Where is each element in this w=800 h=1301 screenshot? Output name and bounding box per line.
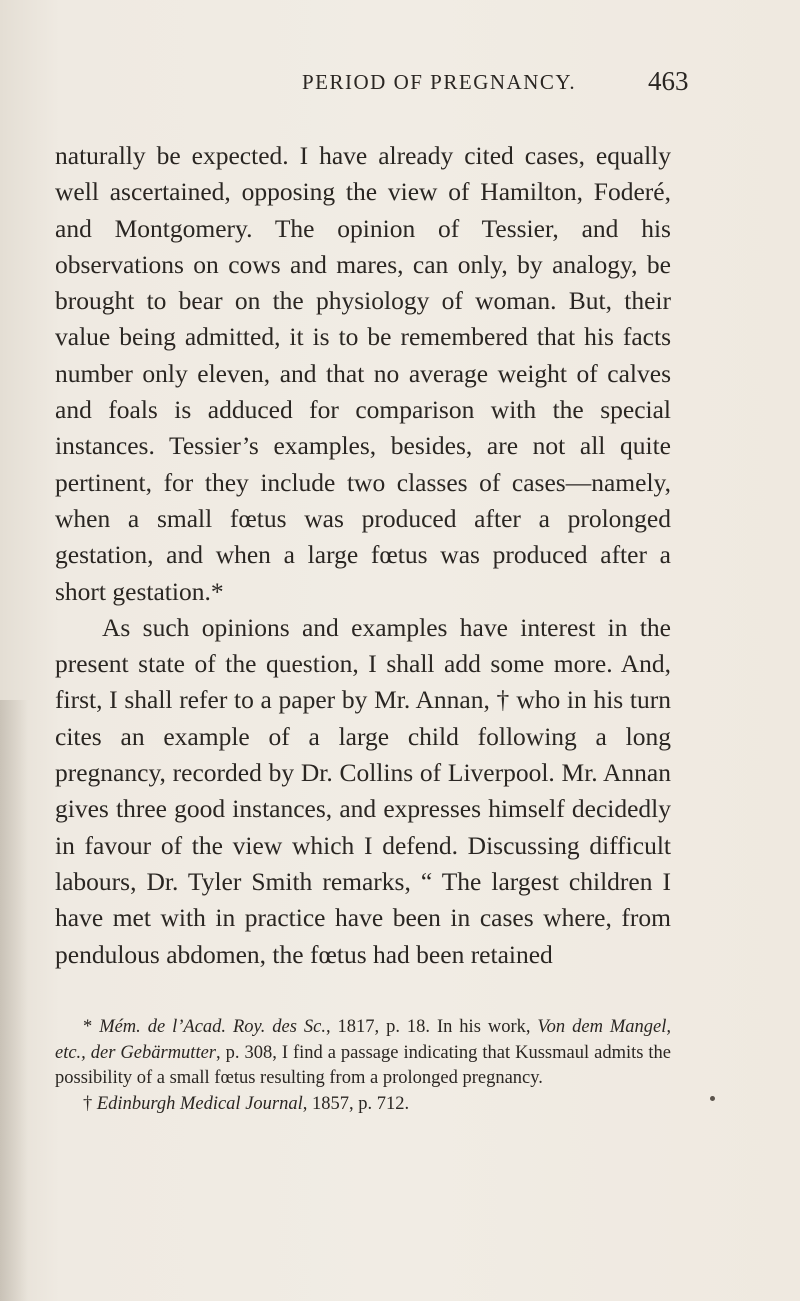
paragraph-1: naturally be expected. I have already cited cases, equally well ascertained, opposing the view of Hamilton, Foderé, and Montgomery. The opinion of Tessier, and his observations on cows and mares, can only, by analogy, be brought to bear on the physiology of woman. But, their value being admitted, it is to be remembered that his facts number only eleven, and that no average weight of calves and foals is adduced for comparison with the special instances. Tessier’s examples, besides, are not all quite pertinent, for they include two classes of cases—namely, when a small fœtus was produced after a prolonged gestation, and when a large fœtus was produced after a short gestation.* (55, 141, 671, 606)
footnotes (55, 1015, 671, 1117)
footnote-1 (55, 1015, 671, 1092)
footnote-1-title-b: Von dem Mangel, etc., der Gebärmutter (55, 1017, 671, 1063)
footnote-2-text: , 1857, p. 712. (302, 1093, 410, 1114)
footnote-2-title: Edinburgh Medical Journal (96, 1093, 303, 1114)
body-text (55, 138, 671, 973)
footnote-1-title-a: Mém. de l’Acad. Roy. des Sc. (99, 1017, 326, 1037)
footnote-1-marker: * (83, 1017, 100, 1037)
footnote-1-text-b: , p. 308, I find a passage indicating that Kussmaul admits the possibility of a small fœtus resulting from a prolonged pregnancy. (55, 1042, 672, 1088)
paragraph-2: As such opinions and examples have interest in the present state of the question, I shall add some more. And, first, I shall refer to a paper by Mr. Annan, † who in his turn cites an example of a large child following a long pregnancy, recorded by Dr. Collins of Liverpool. Mr. Annan gives three good instances, and expresses himself decidedly in favour of the view which I defend. Discussing difficult labours, Dr. Tyler Smith remarks, “ The largest children I have met with in practice have been in cases where, from pendulous abdomen, the fœtus had been retained (55, 612, 671, 969)
page-number: 463 (648, 66, 689, 96)
page-header (0, 60, 800, 100)
footnote-1-text-a: , 1817, p. 18. In his work, (325, 1017, 538, 1037)
running-head: PERIOD OF PREGNANCY. (302, 70, 577, 94)
ink-spot (710, 1096, 715, 1101)
page-gutter-shadow (0, 700, 28, 1301)
footnote-2-marker: † (83, 1093, 97, 1114)
footnote-2 (55, 1092, 671, 1118)
